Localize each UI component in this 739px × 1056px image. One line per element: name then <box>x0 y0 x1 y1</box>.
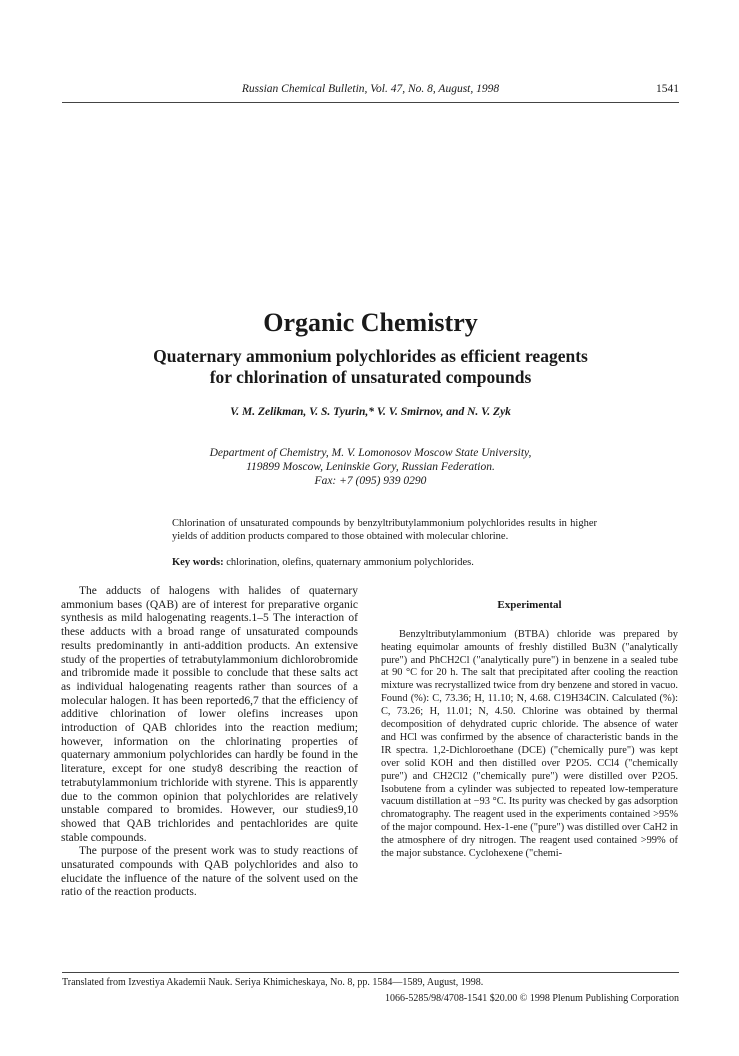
section-title: Organic Chemistry <box>263 308 478 337</box>
copyright-line: 1066-5285/98/4708-1541 $20.00 © 1998 Plenum Publishing Corporation <box>385 993 679 1004</box>
abstract: Chlorination of unsaturated compounds by benzyltributylammonium polychlorides results in higher yields of addition products compared to those obtained with molecular chlorine. <box>172 518 597 542</box>
purpose-paragraph: The purpose of the present work was to study reactions of unsaturated compounds with QAB polychlorides and also to elucidate the influence of the nature of the solvent used on the ratio of the reaction products. <box>61 845 358 899</box>
affiliation-fax: Fax: +7 (095) 939 0290 <box>314 475 427 487</box>
affiliation-line-1: Department of Chemistry, M. V. Lomonosov Moscow State University, <box>209 447 532 459</box>
header-rule <box>62 102 679 103</box>
keywords <box>172 557 597 570</box>
keywords-list: chlorination, olefins, quaternary ammonium polychlorides. <box>226 557 474 568</box>
paper-title-line-2: for chlorination of unsaturated compounds <box>209 367 532 387</box>
experimental-heading: Experimental <box>497 599 562 611</box>
keywords-label: Key words: <box>172 557 224 568</box>
journal-citation: Russian Chemical Bulletin, Vol. 47, No. 8, August, 1998 <box>241 83 500 95</box>
experimental-paragraph: Benzyltributylammonium (BTBA) chloride was prepared by heating equimolar amounts of freshly distilled Bu3N ("analytically pure") and PhCH2Cl ("analytically pure") in benzene in a sealed tube at 90 °C for 20 h. The salt that precipitated after cooling the reaction mixture was recrystallized twice from dry benzene and stored in vacuo. Found (%): C, 73.36; H, 11.10; N, 4.68. C19H34ClN. Calculated (%): C, 73.26; H, 11.01; N, 4.50. Chlorine was obtained by thermal decomposition of dehydrated cupric chloride. The absence of water and HCl was confirmed by the absence of characteristic bands in the IR spectra. 1,2-Dichloroethane (DCE) ("chemically pure") was kept over solid KOH and then distilled over P2O5. CCl4 ("chemically pure") and CH2Cl2 ("chemically pure") were distilled over P2O5. Isobutene from a cylinder was subjected to repeated low-temperature vacuum distillation at −93 °C. Its purity was checked by gas adsorption chromatography. The reagent used in the experiments contained >95% of the major compound. Hex-1-ene ("pure") was distilled over CaH2 in the atmosphere of dry nitrogen. The reagent used contained >99% of the major substance. Cyclohexene ("chemi- <box>381 628 678 860</box>
left-column <box>61 585 358 900</box>
authors: V. M. Zelikman, V. S. Tyurin,* V. V. Smirnov, and N. V. Zyk <box>230 406 511 418</box>
translation-note: Translated from Izvestiya Akademii Nauk. Seriya Khimicheskaya, No. 8, pp. 1584—1589, August, 1998. <box>62 977 484 988</box>
affiliation-line-2: 119899 Moscow, Leninskie Gory, Russian Federation. <box>246 461 495 473</box>
intro-paragraph: The adducts of halogens with halides of quaternary ammonium bases (QAB) are of interest for preparative organic synthesis as mild halogenating reagents.1–5 The interaction of these adducts with a broad range of unsaturated compounds results predominantly in anti-addition products. An extensive study of the properties of tetrabutylammonium dichlorobromide and tribromide made it possible to conclude that these salts act as individual halogenating reagents rather than sources of a molecular halogen. It has been reported6,7 that the efficiency of additive chlorination of lower olefins increases upon introduction of QAB chlorides into the reaction medium; however, information on the chlorinating properties of quaternary ammonium polychlorides can hardly be found in the literature, except for one study8 describing the reaction of tetrabutylammonium trichloride with styrene. This is apparently due to the common opinion that polychlorides are relatively unstable compared to bromides. However, our studies9,10 showed that QAB trichlorides and pentachlorides are quite stable compounds. <box>61 585 358 844</box>
affiliation <box>62 446 679 488</box>
paper-title <box>62 346 679 388</box>
right-column <box>381 585 678 861</box>
footer-rule <box>62 972 679 973</box>
running-header <box>62 83 679 99</box>
paper-title-line-1: Quaternary ammonium polychlorides as efficient reagents <box>153 346 588 366</box>
page-number: 1541 <box>656 83 679 95</box>
